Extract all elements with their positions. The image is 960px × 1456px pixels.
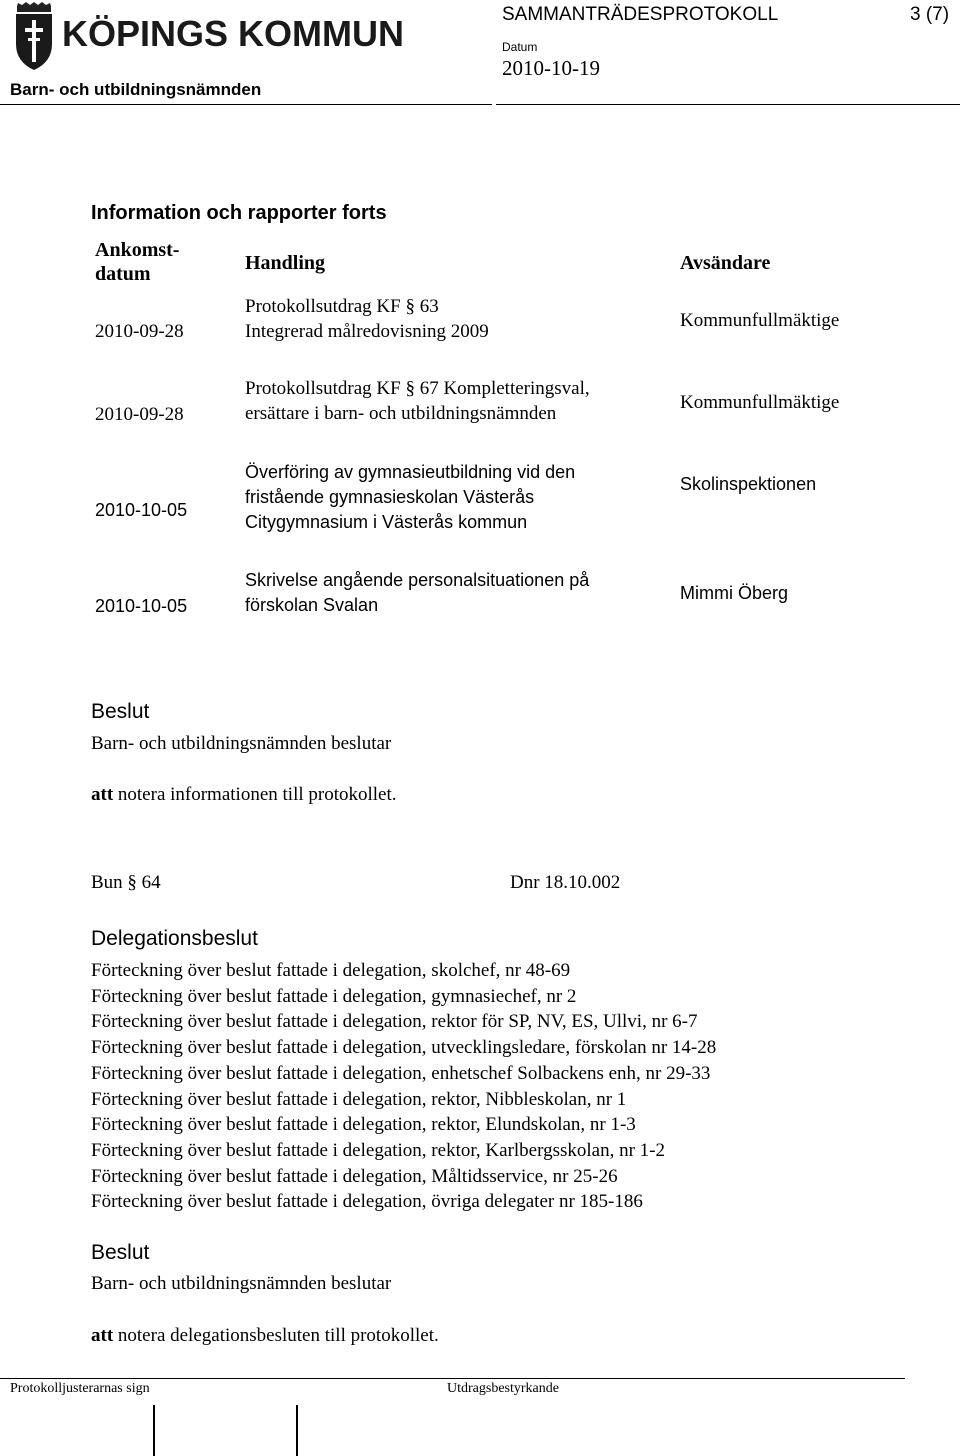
row-document-line: Protokollsutdrag KF § 67 Kompletteringsval, <box>245 378 590 399</box>
row-date: 2010-10-05 <box>95 596 188 616</box>
row-date: 2010-09-28 <box>95 321 184 342</box>
row-document-line: fristående gymnasieskolan Västerås <box>245 487 535 507</box>
list-item: Förteckning över beslut fattade i delegation, rektor, Elundskolan, nr 1-3 <box>91 1114 636 1136</box>
list-item: Förteckning över beslut fattade i delegation, skolchef, nr 48-69 <box>91 960 571 981</box>
row-document <box>245 568 589 618</box>
committee-name: Barn- och utbildningsnämnden <box>10 80 262 99</box>
row-document-line: ersättare i barn- och utbildningsnämnden <box>245 403 557 424</box>
row-document <box>245 376 590 426</box>
list-item: Förteckning över beslut fattade i delegation, enhetschef Solbackens enh, nr 29-33 <box>91 1062 711 1084</box>
signature-label: Protokolljusterarnas sign <box>10 1381 150 1396</box>
list-item: Förteckning över beslut fattade i delegation, rektor, Karlbergsskolan, nr 1-2 <box>91 1139 665 1161</box>
row-document-line: Integrerad målredovisning 2009 <box>245 321 489 342</box>
signature-box-divider <box>153 1405 155 1456</box>
decision-statement: Barn- och utbildningsnämnden beslutar <box>91 1273 392 1294</box>
row-date: 2010-09-28 <box>95 404 184 425</box>
row-date: 2010-10-05 <box>95 500 188 520</box>
dnr-number: Dnr 18.10.002 <box>510 872 621 893</box>
municipality-logo <box>14 0 404 72</box>
row-document <box>245 460 575 535</box>
document-type: SAMMANTRÄDESPROTOKOLL <box>502 4 779 25</box>
page-number: 3 (7) <box>910 4 950 25</box>
decision-body: notera informationen till protokollet. <box>117 784 397 805</box>
item-title: Delegationsbeslut <box>91 927 258 950</box>
list-item: Förteckning över beslut fattade i delegation, övriga delegater nr 185-186 <box>91 1191 643 1213</box>
row-document-line: Överföring av gymnasieutbildning vid den <box>245 462 576 482</box>
section-title: Information och rapporter forts <box>91 202 387 224</box>
decision-heading: Beslut <box>91 1241 150 1264</box>
list-item: Förteckning över beslut fattade i delegation, utvecklingsledare, förskolan nr 14-28 <box>91 1037 717 1059</box>
delegation-list <box>91 958 716 1215</box>
row-sender: Kommunfullmäktige <box>680 310 840 331</box>
row-document <box>245 294 489 344</box>
decision-heading: Beslut <box>91 700 150 723</box>
decision-statement: Barn- och utbildningsnämnden beslutar <box>91 733 392 754</box>
decision-body: notera delegationsbesluten till protokollet. <box>117 1325 439 1346</box>
row-sender: Mimmi Öberg <box>680 583 789 603</box>
date-label: Datum <box>502 40 538 54</box>
list-item: Förteckning över beslut fattade i delegation, rektor, Nibbleskolan, nr 1 <box>91 1088 627 1110</box>
list-item: Förteckning över beslut fattade i delegation, rektor för SP, NV, ES, Ullvi, nr 6-7 <box>91 1011 698 1033</box>
att-keyword: att <box>91 784 114 805</box>
decision-text <box>91 784 397 806</box>
row-sender: Kommunfullmäktige <box>680 392 840 413</box>
row-document-line: förskolan Svalan <box>245 595 379 615</box>
certification-label: Utdragsbestyrkande <box>447 1381 559 1396</box>
header-divider <box>0 104 492 105</box>
list-item: Förteckning över beslut fattade i delegation, gymnasiechef, nr 2 <box>91 985 577 1007</box>
column-header-date: Ankomst- datum <box>95 239 180 285</box>
item-number: Bun § 64 <box>91 872 161 893</box>
row-document-line: Skrivelse angående personalsituationen på <box>245 570 590 590</box>
meeting-date: 2010-10-19 <box>502 56 600 80</box>
column-header-sender: Avsändare <box>680 252 771 274</box>
decision-text <box>91 1325 439 1347</box>
row-document-line: Protokollsutdrag KF § 63 <box>245 296 439 317</box>
coat-of-arms-icon <box>14 0 404 72</box>
column-header-document: Handling <box>245 252 326 274</box>
row-sender: Skolinspektionen <box>680 474 817 494</box>
att-keyword: att <box>91 1325 114 1346</box>
logo-wordmark: KÖPINGS KOMMUN <box>62 13 404 54</box>
footer-divider <box>0 1378 905 1379</box>
signature-box-divider <box>296 1405 298 1456</box>
header-divider <box>496 104 960 105</box>
row-document-line: Citygymnasium i Västerås kommun <box>245 512 528 532</box>
list-item: Förteckning över beslut fattade i delegation, Måltidsservice, nr 25-26 <box>91 1165 618 1187</box>
